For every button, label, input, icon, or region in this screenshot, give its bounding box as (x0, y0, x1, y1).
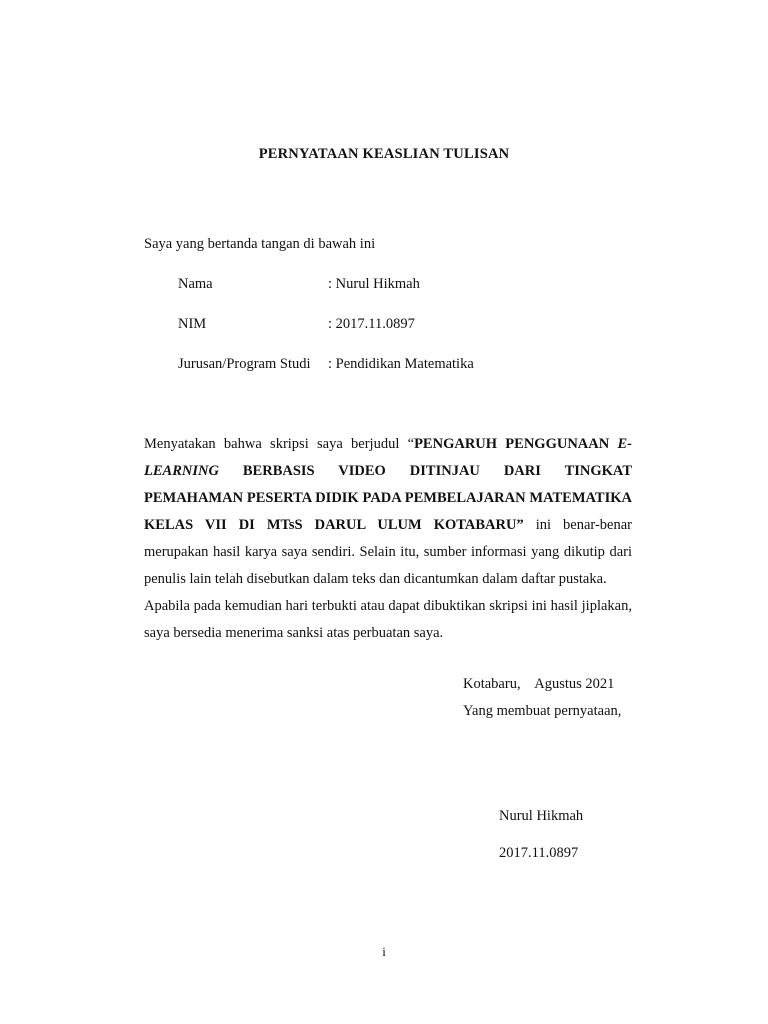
statement-body (144, 431, 632, 647)
statement-lead: Menyatakan bahwa skripsi saya berjudul “ (144, 436, 415, 452)
signature-maker: Yang membuat pernyataan, (463, 703, 622, 719)
signer-nim: 2017.11.0897 (499, 845, 579, 861)
thesis-title-italic: E-LEARNING (144, 436, 632, 479)
field-value: : 2017.11.0897 (328, 316, 415, 332)
thesis-title-part1: PENGARUH PENGGUNAAN (414, 436, 618, 452)
statement-paragraph-2: Apabila pada kemudian hari terbukti atau dapat dibuktikan skripsi ini hasil jiplakan, saya bersedia menerima sanksi atas perbuatan saya. (144, 598, 632, 641)
statement-paragraph (144, 431, 632, 593)
statement-rest: ini benar-benar merupakan hasil karya saya sendiri. Selain itu, sumber informasi yang dikutip dari penulis lain telah disebutkan dalam teks dan dicantumkan dalam daftar pustaka. (144, 517, 632, 587)
field-value: : Pendidikan Matematika (328, 356, 474, 372)
page-number: i (382, 944, 386, 959)
field-label: Jurusan/Program Studi (178, 356, 311, 372)
intro-text: Saya yang bertanda tangan di bawah ini (144, 236, 376, 252)
signature-place-date: Kotabaru, Agustus 2021 (463, 676, 615, 692)
page-title: PERNYATAAN KEASLIAN TULISAN (258, 146, 510, 162)
field-label: Nama (178, 276, 213, 292)
field-label: NIM (178, 316, 207, 332)
thesis-title-part2: BERBASIS VIDEO DITINJAU DARI TINGKAT PEMAHAMAN PESERTA DIDIK PADA PEMBELAJARAN MATEMATIKA KELAS VII DI MTsS DARUL ULUM KOTABARU” (144, 463, 632, 533)
signer-name: Nurul Hikmah (499, 808, 584, 824)
field-value: : Nurul Hikmah (328, 276, 420, 292)
